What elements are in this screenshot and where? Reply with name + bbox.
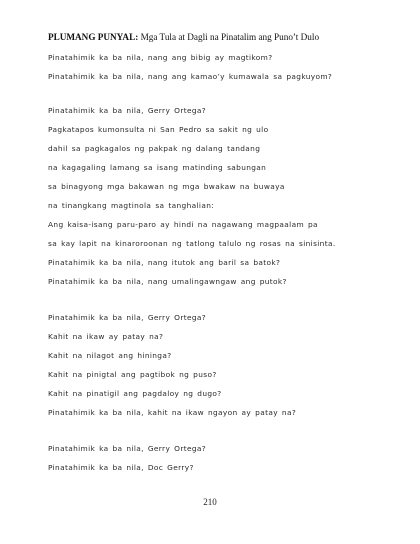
poem-line: Pinatahimik ka ba nila, Gerry Ortega? [48,444,207,453]
poem-line: Kahit na ikaw ay patay na? [48,332,164,341]
poem-line: Kahit na nilagot ang hininga? [48,351,172,360]
poem-line: sa kay lapit na kinaroroonan ng tatlong talulo ng rosas na sinisinta. [48,239,336,248]
poem-line: Pinatahimik ka ba nila, nang umalingawngaw ang putok? [48,277,287,286]
poem-line: sa binagyong mga bakawan ng mga bwakaw na buwaya [48,182,285,191]
book-title: PLUMANG PUNYAL: [48,32,139,42]
poem-line: dahil sa pagkagalos ng pakpak ng dalang tandang [48,144,261,153]
poem-line: Pinatahimik ka ba nila, nang ang bibig ay magtikom? [48,53,273,62]
poem-line: Ang kaisa-isang paru-paro ay hindi na nagawang magpaalam pa [48,220,318,229]
running-header [48,32,319,42]
poem-line: Pinatahimik ka ba nila, Gerry Ortega? [48,313,207,322]
book-subtitle: Mga Tula at Dagli na Pinatalim ang Puno’t Dulo [138,32,320,42]
poem-line: Kahit na pinigtal ang pagtibok ng puso? [48,370,217,379]
poem-line: Pinatahimik ka ba nila, nang itutok ang baril sa batok? [48,258,281,267]
poem-line: Kahit na pinatigil ang pagdaloy ng dugo? [48,389,222,398]
poem-line: Pagkatapos kumonsulta ni San Pedro sa sakit ng ulo [48,125,269,134]
poem-line: na kagagaling lamang sa isang matinding sabungan [48,163,267,172]
poem-line: Pinatahimik ka ba nila, nang ang kamao’y kumawala sa pagkuyom? [48,72,333,81]
poem-line: Pinatahimik ka ba nila, kahit na ikaw ngayon ay patay na? [48,408,297,417]
page-number: 210 [203,497,217,507]
poem-line: na tinangkang magtinola sa tanghalian: [48,201,215,210]
poem-line: Pinatahimik ka ba nila, Gerry Ortega? [48,106,207,115]
poem-line: Pinatahimik ka ba nila, Doc Gerry? [48,463,194,472]
